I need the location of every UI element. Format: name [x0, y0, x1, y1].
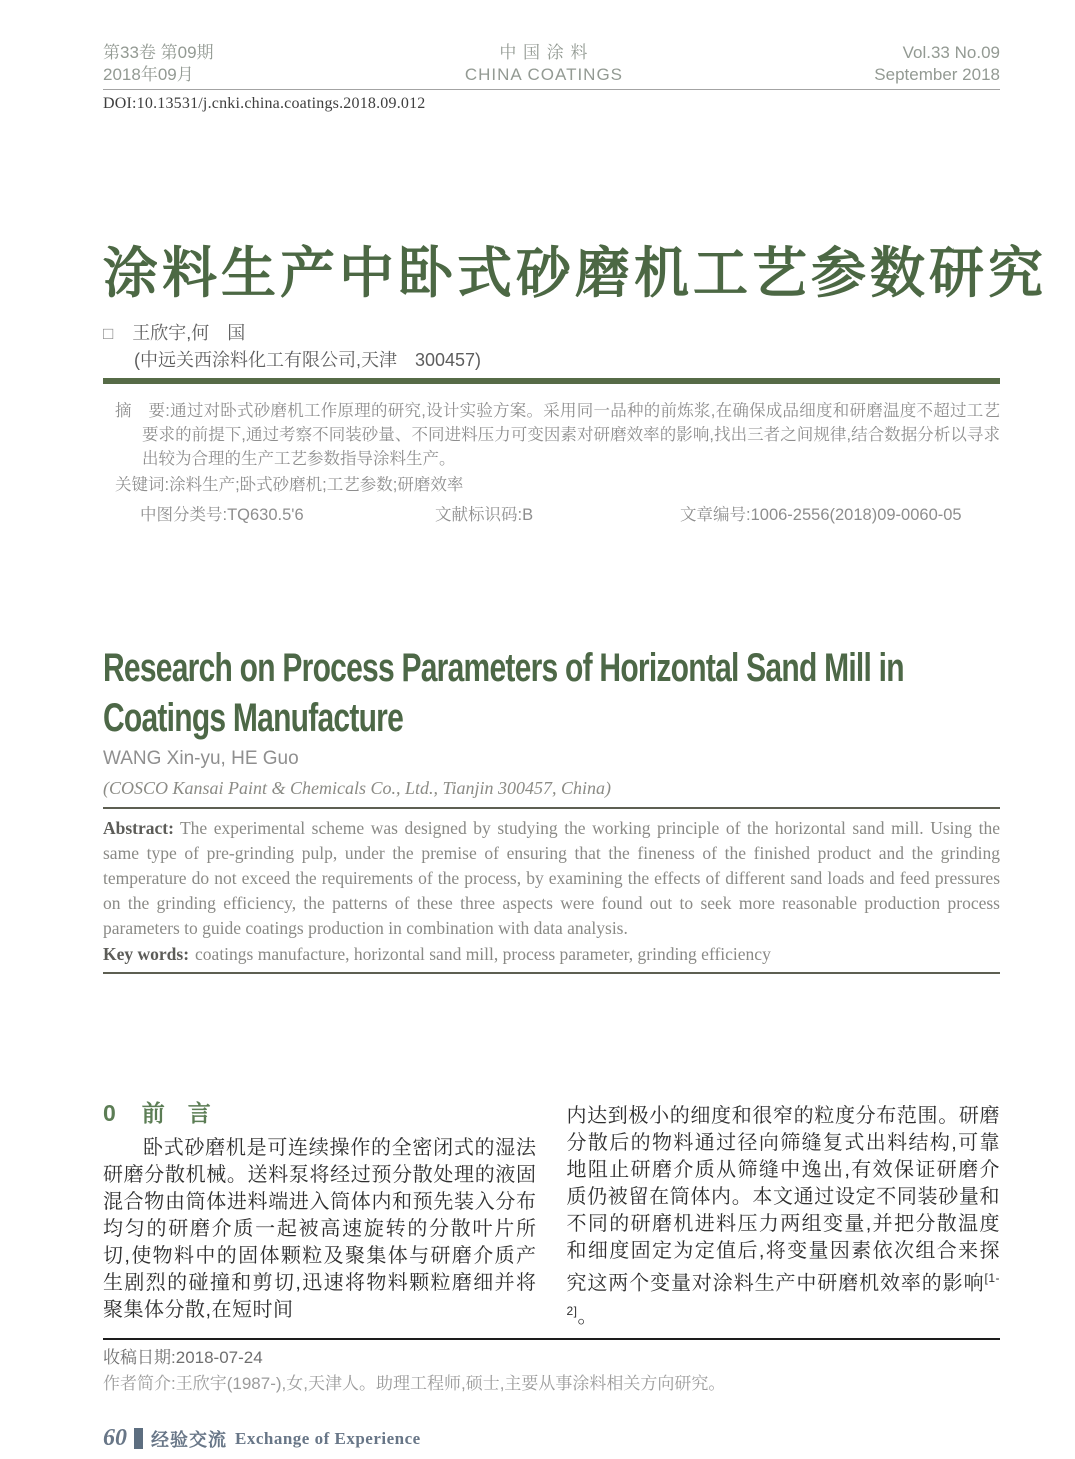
keywords-en [103, 942, 1000, 967]
doi: DOI:10.13531/j.cnki.china.coatings.2018.09.012 [103, 95, 426, 112]
footer-section-cn: 经验交流 [151, 1429, 227, 1450]
keywords-en-label: Key words: [103, 944, 190, 964]
clc-number: 中图分类号:TQ630.5'6 [140, 506, 304, 524]
abstract-cn [115, 399, 1000, 471]
abstract-cn-text: 通过对卧式砂磨机工作原理的研究,设计实验方案。采用同一品种的前炼浆,在确保成品细度和研磨温度不超过工艺要求的前提下,通过考察不同装砂量、不同进料压力可变因素对研磨效率的影响,找出三者之间规律,结合数据分析以寻求出较为合理的生产工艺参数指导涂料生产。 [142, 402, 1000, 468]
footnote-rule [103, 1338, 1000, 1340]
section-title: 前 言 [141, 1100, 211, 1126]
volume-issue-en: Vol.33 No.09 [902, 43, 1000, 62]
author-bio-line: 作者简介:王欣宇(1987-),女,天津人。助理工程师,硕士,主要从事涂料相关方向研究。 [103, 1374, 726, 1394]
body-paragraph-left: 卧式砂磨机是可连续操作的全密闭式的湿法研磨分散机械。送料泵将经过预分散处理的液固混合物由筒体进料端进入筒体内和预先装入分布均匀的研磨介质一起被高速旋转的分散叶片所切,使物料中的固体颗粒及聚集体与研磨介质产生剧烈的碰撞和剪切,迅速将物料颗粒磨细并将聚集体分散,在短时间 [103, 1137, 537, 1321]
affiliation-en: (COSCO Kansai Paint & Chemicals Co., Ltd., Tianjin 300457, China) [103, 778, 612, 798]
footer-divider-bar [134, 1428, 143, 1449]
footer-section-en: Exchange of Experience [235, 1428, 421, 1448]
abstract-cn-label: 摘 要: [115, 402, 170, 420]
keywords-cn-text: 涂料生产;卧式砂磨机;工艺参数;研磨效率 [169, 476, 464, 494]
abstract-en-text: The experimental scheme was designed by studying the working principle of the horizontal sand mill. Using the same type of pre-grinding pulp, under the premise of ensuring that the fineness of the finished product and the grinding temperature do not exceed the requirements of the process, by examining the effects of different sand loads and feed pressures on the grinding efficiency, the patterns of these three aspects were found out to seek more reasonable production process parameters to guide coatings production in combination with data analysis. [103, 818, 1000, 938]
left-column [103, 1098, 537, 1330]
body-columns [103, 1098, 1000, 1330]
right-column [567, 1098, 1001, 1330]
section-number: 0 [103, 1100, 116, 1126]
reference-marker: [1-2] [566, 1271, 1000, 1318]
keywords-en-text: coatings manufacture, horizontal sand mill, process parameter, grinding efficiency [195, 944, 771, 964]
journal-header [103, 42, 1000, 90]
received-date-line: 收稿日期:2018-07-24 [103, 1348, 263, 1368]
affiliation-cn: (中远关西涂料化工有限公司,天津 300457) [134, 350, 482, 370]
authors-en: WANG Xin-yu, HE Guo [103, 748, 299, 769]
abstract-en-label: Abstract: [103, 818, 174, 838]
abstract-en [103, 816, 1000, 941]
keywords-cn-label: 关键词: [115, 476, 170, 494]
section-heading [103, 1098, 537, 1128]
volume-issue-cn: 第33卷 第09期 [103, 43, 214, 62]
journal-name-cn: 中 国 涂 料 [499, 43, 589, 62]
article-number: 文章编号:1006-2556(2018)09-0060-05 [680, 506, 962, 524]
date-en: September 2018 [874, 65, 1000, 84]
title-en-line2: Coatings Manufacture [103, 696, 404, 740]
article-title-en [103, 643, 1000, 743]
title-en-line1: Research on Process Parameters of Horizontal Sand Mill in [103, 646, 904, 690]
keywords-cn [115, 473, 1000, 497]
authors-cn: 王欣宇,何 国 [132, 323, 246, 343]
abstract-top-rule [103, 807, 1000, 809]
header-center [465, 42, 623, 86]
classification-row [140, 503, 1000, 527]
page-content [103, 0, 1048, 1452]
page-footer [103, 1425, 1000, 1452]
authors-row [103, 321, 1000, 346]
page-number: 60 [103, 1425, 127, 1452]
header-right [874, 42, 1000, 86]
article-title-cn: 涂料生产中卧式砂磨机工艺参数研究 [103, 242, 1048, 304]
header-left [103, 42, 214, 86]
abstract-bottom-rule [103, 972, 1000, 974]
author-marker-icon: □ [103, 324, 114, 343]
title-divider-bar [103, 378, 1000, 384]
body-paragraph-right: 内达到极小的细度和很窄的粒度分布范围。研磨分散后的物料通过径向筛缝复式出料结构,可靠地阻止研磨介质从筛缝中逸出,有效保证研磨介质仍被留在筒体内。本文通过设定不同装砂量和不同的研磨机进料压力两组变量,并把分散温度和细度固定为定值后,将变量因素依次组合来探究这两个变量对涂料生产中研磨机效率的影响[1-2]。 [566, 1105, 1000, 1328]
journal-name-en: CHINA COATINGS [464, 65, 624, 84]
date-cn: 2018年09月 [103, 65, 194, 84]
document-code: 文献标识码:B [435, 506, 534, 524]
